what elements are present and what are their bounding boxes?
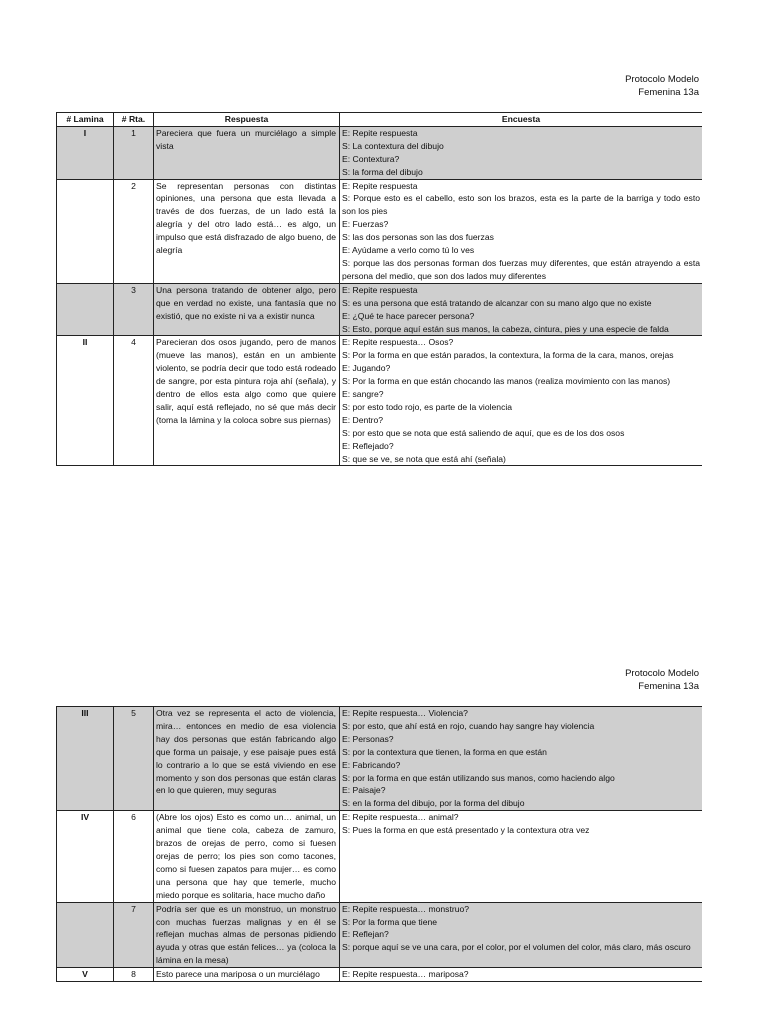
respuesta-cell: Esto parece una mariposa o un murciélago bbox=[154, 968, 340, 982]
protocol-table bbox=[56, 706, 702, 982]
table-body bbox=[57, 126, 703, 466]
respuesta-cell: Parecieran dos osos jugando, pero de manos (mueve las manos), están en un ambiente violento, se podría decir que todo está rodeado de sangre, por esta pintura roja ahí (señala), y dentro de ellos esta algo como que quiere salir, aquí está reflejado, no sé que más decir (toma la lámina y la coloca sobre sus piernas) bbox=[154, 336, 340, 466]
table-body bbox=[57, 707, 703, 982]
lamina-cell: III bbox=[57, 707, 114, 811]
encuesta-line: S: Porque esto es el cabello, esto son los brazos, esta es la parte de la barriga y todo esto son los pies bbox=[342, 193, 700, 217]
encuesta-line: S: por esto todo rojo, es parte de la violencia bbox=[342, 401, 513, 412]
encuesta-line: E: sangre? bbox=[342, 389, 384, 400]
protocol-table-wrapper bbox=[56, 706, 702, 1024]
table-row bbox=[57, 126, 703, 179]
protocol-table-wrapper bbox=[56, 112, 702, 506]
page-2 bbox=[0, 600, 768, 1024]
encuesta-line: E: Repite respuesta… animal? bbox=[342, 812, 459, 823]
encuesta-line: E: Repite respuesta bbox=[342, 284, 418, 295]
table-header-row bbox=[57, 113, 703, 127]
encuesta-line: E: Repite respuesta… monstruo? bbox=[342, 903, 470, 914]
response-number-cell: 1 bbox=[114, 126, 154, 179]
encuesta-line: S: en la forma del dibujo, por la forma del dibujo bbox=[342, 798, 525, 809]
encuesta-line: E: Reflejado? bbox=[342, 440, 394, 451]
encuesta-line: S: porque aquí se ve una cara, por el color, por el volumen del color, más claro, más oscuro bbox=[342, 942, 691, 953]
respuesta-cell: Podría ser que es un monstruo, un monstruo con muchas fuerzas malignas y en él se reflejan muchas almas de personas pidiendo ayuda y otras que están felices… ya (coloca la lámina en la mesa) bbox=[154, 902, 340, 968]
lamina-cell: II bbox=[57, 336, 114, 466]
encuesta-line: S: la forma del dibujo bbox=[342, 166, 423, 177]
response-number-cell: 4 bbox=[114, 336, 154, 466]
encuesta-line: E: Paisaje? bbox=[342, 785, 386, 796]
table-row bbox=[57, 968, 703, 982]
table-row bbox=[57, 902, 703, 968]
encuesta-line: S: Por la forma que tiene bbox=[342, 916, 438, 927]
respuesta-cell: Pareciera que fuera un murciélago a simple vista bbox=[154, 126, 340, 179]
encuesta-line: S: Por la forma en que están chocando las manos (realiza movimiento con las manos) bbox=[342, 376, 671, 387]
encuesta-cell bbox=[340, 179, 703, 283]
encuesta-line: S: las dos personas son las dos fuerzas bbox=[342, 232, 494, 243]
respuesta-cell: Una persona tratando de obtener algo, pero que en verdad no existe, una fantasía que no existió, que no existe ni va a existir nunca bbox=[154, 283, 340, 336]
encuesta-cell bbox=[340, 902, 703, 968]
lamina-cell bbox=[57, 902, 114, 968]
encuesta-line: E: Jugando? bbox=[342, 363, 391, 374]
response-number-cell: 7 bbox=[114, 902, 154, 968]
encuesta-line: S: Esto, porque aquí están sus manos, la cabeza, cintura, pies y una especie de falda bbox=[342, 323, 669, 334]
table-row bbox=[57, 707, 703, 811]
page-header bbox=[625, 667, 699, 693]
encuesta-line: E: Contextura? bbox=[342, 153, 400, 164]
response-number-cell: 8 bbox=[114, 968, 154, 982]
encuesta-cell bbox=[340, 126, 703, 179]
response-number-cell: 5 bbox=[114, 707, 154, 811]
encuesta-line: E: Personas? bbox=[342, 733, 394, 744]
encuesta-line: S: por la contextura que tienen, la forma en que están bbox=[342, 746, 547, 757]
column-header-lamina: # Lamina bbox=[57, 113, 114, 127]
encuesta-line: S: por esto que se nota que está saliendo de aquí, que es de los dos osos bbox=[342, 427, 625, 438]
encuesta-line: S: por esto, que ahí está en rojo, cuando hay sangre hay violencia bbox=[342, 720, 595, 731]
encuesta-cell bbox=[340, 968, 703, 982]
header-title: Protocolo Modelo bbox=[625, 74, 699, 85]
respuesta-cell: Se representan personas con distintas opiniones, una persona que esta llevada a través de dos fuerzas, de un lado está la alegría y del otro lado está… es algo, un impulso que está disfrazado de algo bueno, de alegría bbox=[154, 179, 340, 283]
encuesta-line: E: Repite respuesta bbox=[342, 127, 418, 138]
column-header-encuesta: Encuesta bbox=[340, 113, 703, 127]
page-header bbox=[625, 73, 699, 99]
encuesta-line: E: Repite respuesta… mariposa? bbox=[342, 969, 469, 980]
header-subtitle: Femenina 13a bbox=[638, 681, 699, 692]
table-row bbox=[57, 811, 703, 902]
column-header-respuesta: Respuesta bbox=[154, 113, 340, 127]
table-row bbox=[57, 283, 703, 336]
encuesta-line: E: Repite respuesta… Osos? bbox=[342, 337, 454, 348]
table-row bbox=[57, 336, 703, 466]
encuesta-line: S: Por la forma en que están parados, la contextura, la forma de la cara, manos, orejas bbox=[342, 350, 674, 361]
response-number-cell: 6 bbox=[114, 811, 154, 902]
protocol-table bbox=[56, 112, 702, 466]
lamina-cell bbox=[57, 283, 114, 336]
lamina-cell: I bbox=[57, 126, 114, 179]
encuesta-cell bbox=[340, 283, 703, 336]
header-title: Protocolo Modelo bbox=[625, 668, 699, 679]
respuesta-cell: (Abre los ojos) Esto es como un… animal, un animal que tiene cola, cabeza de zamuro, brazos de orejas de perro, como si fuesen orejas de perro; los pies son como tacones, como si fuesen zapatos para mujer… es como una persona que hay que temerle, mucho miedo porque es solitaria, hace mucho daño bbox=[154, 811, 340, 902]
encuesta-line: S: Pues la forma en que está presentado y la contextura otra vez bbox=[342, 825, 590, 836]
encuesta-line: E: Dentro? bbox=[342, 414, 384, 425]
encuesta-cell bbox=[340, 336, 703, 466]
encuesta-line: E: Ayúdame a verlo como tú lo ves bbox=[342, 245, 475, 256]
lamina-cell bbox=[57, 179, 114, 283]
encuesta-line: E: ¿Qué te hace parecer persona? bbox=[342, 310, 475, 321]
encuesta-line: E: Fuerzas? bbox=[342, 219, 389, 230]
encuesta-line: E: Reflejan? bbox=[342, 929, 389, 940]
encuesta-line: E: Repite respuesta… Violencia? bbox=[342, 708, 468, 718]
column-header-rta: # Rta. bbox=[114, 113, 154, 127]
response-number-cell: 2 bbox=[114, 179, 154, 283]
encuesta-line: S: por la forma en que están utilizando sus manos, como haciendo algo bbox=[342, 772, 615, 783]
encuesta-line: S: que se ve, se nota que está ahí (señala) bbox=[342, 453, 506, 464]
table-row bbox=[57, 179, 703, 283]
encuesta-line: S: porque las dos personas forman dos fuerzas muy diferentes, que están atrayendo a esta persona del medio, que son dos lados muy diferentes bbox=[342, 257, 700, 281]
encuesta-cell bbox=[340, 707, 703, 811]
encuesta-line: S: La contextura del dibujo bbox=[342, 140, 444, 151]
lamina-cell: IV bbox=[57, 811, 114, 902]
lamina-cell: V bbox=[57, 968, 114, 982]
encuesta-cell bbox=[340, 811, 703, 902]
encuesta-line: E: Fabricando? bbox=[342, 759, 401, 770]
respuesta-cell: Otra vez se representa el acto de violencia, mira… entonces en medio de esa violencia hay dos personas que están fabricando algo que forma un paisaje, y ese paisaje pues está lo contrario a lo que se está viviendo en ese momento y son dos personas que están claras en lo que quieren, muy seguras bbox=[154, 707, 340, 811]
encuesta-line: S: es una persona que está tratando de alcanzar con su mano algo que no existe bbox=[342, 297, 652, 308]
header-subtitle: Femenina 13a bbox=[638, 87, 699, 98]
response-number-cell: 3 bbox=[114, 283, 154, 336]
encuesta-line: E: Repite respuesta bbox=[342, 180, 418, 191]
